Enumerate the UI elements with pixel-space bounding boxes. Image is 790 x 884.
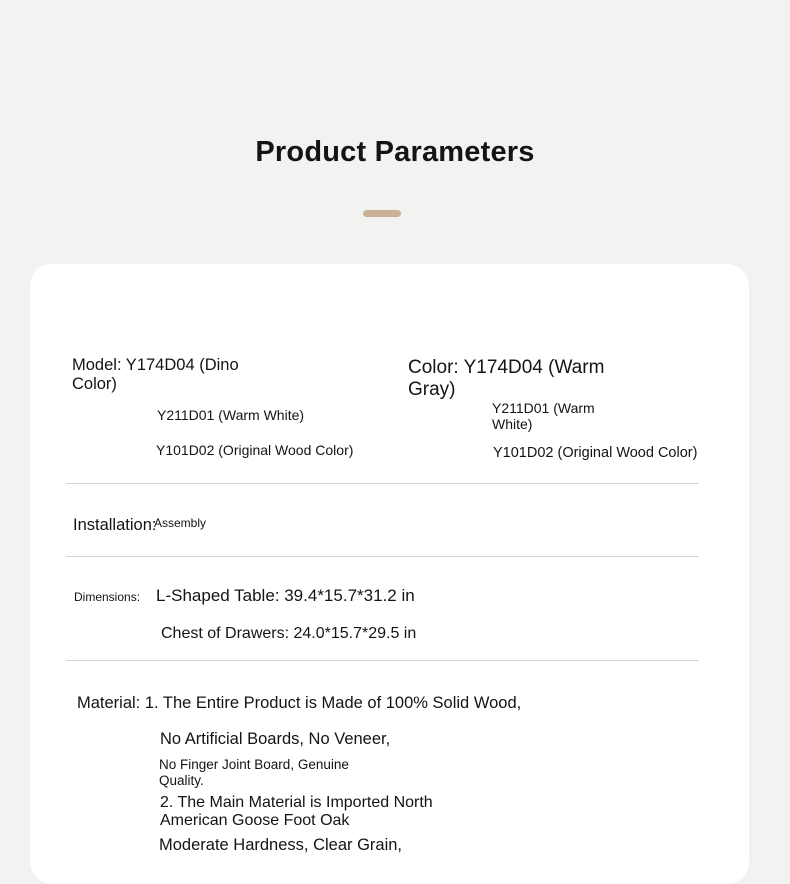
material-line4a: 2. The Main Material is Imported North bbox=[160, 794, 433, 811]
color-label bbox=[408, 357, 604, 401]
color-item-warm-white bbox=[492, 400, 595, 432]
color-item-warm-white-line1: Y211D01 (Warm bbox=[492, 400, 595, 416]
material-line2: No Artificial Boards, No Veneer, bbox=[160, 730, 391, 748]
installation-label: Installation: bbox=[73, 516, 157, 534]
model-label-line1: Model: Y174D04 (Dino bbox=[72, 356, 239, 374]
page-title: Product Parameters bbox=[255, 136, 535, 168]
material-line5: Moderate Hardness, Clear Grain, bbox=[159, 836, 403, 854]
divider-2 bbox=[66, 556, 699, 557]
title-accent-bar bbox=[363, 210, 401, 217]
dimensions-chest-of-drawers: Chest of Drawers: 24.0*15.7*29.5 in bbox=[161, 625, 417, 642]
divider-1 bbox=[66, 483, 699, 484]
color-label-line2: Gray) bbox=[408, 378, 456, 400]
dimensions-label: Dimensions: bbox=[74, 590, 141, 604]
installation-value: Assembly bbox=[154, 516, 207, 530]
material-line3a: No Finger Joint Board, Genuine bbox=[159, 757, 349, 772]
model-label bbox=[72, 356, 239, 394]
material-line3 bbox=[159, 757, 349, 788]
color-label-line1: Color: Y174D04 (Warm bbox=[408, 357, 605, 378]
color-item-warm-white-line2: White) bbox=[492, 416, 533, 433]
model-item-warm-white: Y211D01 (Warm White) bbox=[157, 407, 305, 423]
material-line3b: Quality. bbox=[159, 772, 204, 788]
dimensions-l-shaped-table: L-Shaped Table: 39.4*15.7*31.2 in bbox=[156, 586, 415, 605]
model-label-line2: Color) bbox=[72, 374, 117, 393]
divider-3 bbox=[66, 660, 699, 661]
material-line4b: American Goose Foot Oak bbox=[160, 812, 350, 830]
color-item-original-wood: Y101D02 (Original Wood Color) bbox=[493, 445, 698, 461]
material-line4 bbox=[160, 794, 433, 831]
material-line1: Material: 1. The Entire Product is Made of 100% Solid Wood, bbox=[77, 694, 522, 712]
model-item-original-wood: Y101D02 (Original Wood Color) bbox=[156, 442, 354, 458]
